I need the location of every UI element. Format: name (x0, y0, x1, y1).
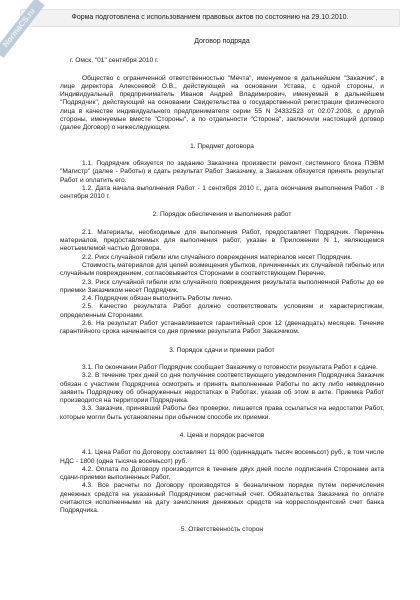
legal-notice-banner: Форма подготовлена с использованием правовых актов по состоянию на 29.10.2010. (20, 9, 400, 27)
clause-4-1: 4.1. Цена Работ по Договору составляет 11 800 (одиннадцать тысяч восемьсот) руб., в том числе НДС - 1800 (одна тысяча восемьсот) руб. (60, 449, 384, 465)
clause-1-1: 1.1. Подрядчик обязуется по заданию Заказчика произвести ремонт системного блока ПЭВМ "Магистр" (далее - Работы) и сдать результат Работ Заказчику, а Заказчик обязуется принять результат Работ и оплатить его. (60, 159, 384, 184)
clause-2-5: 2.5. Качество результата Работ должно соответствовать условиям и характеристикам, определенным Сторонами. (60, 303, 384, 319)
intro-paragraph: Общество с ограниченной ответственностью "Мечта", именуемое в дальнейшем "Заказчик", в лице директора Алексеевой О.В., действующей на основании Устава, с одной стороны, и Индивидуальный предприниматель Иванов Андрей Владимирович, именуемый в дальнейшем "Подрядчик", действующий на основании Свидетельства о государственной регистрации физического лица в качестве индивидуального предпринимателя серии 55 N 24332523 от 02.07.2008, с другой стороны, именуемые вместе "Стороны", а по отдельности "Сторона", заключили настоящий договор (далее Договор) о нижеследующем. (60, 74, 384, 132)
section-3-title: 3. Порядок сдачи и приемки работ (169, 346, 275, 354)
clause-2-3: 2.3. Риск случайной гибели или случайного повреждения результата выполненной Работы до ее приемки Заказчиком несет Подрядчик. (60, 278, 384, 294)
clause-4-3: 4.3. Все расчеты по Договору производятся в безналичном порядке путем перечисления денежных средств на указанный Подрядчиком расчетный счет. Обязательства Заказчика по оплате считаются исполненными на дату зачисления денежных средств на корреспондентский счет банка Подрядчика. (60, 482, 384, 515)
watermark: NormaCS.ru (0, 0, 45, 58)
section-5-title: 5. Ответственность сторон (180, 525, 264, 533)
section-4-title: 4. Цена и порядок расчетов (179, 431, 265, 439)
clause-3-1: 3.1. По окончании Работ Подрядчик сообщает Заказчику о готовности результата Работ к сдаче. (82, 363, 378, 371)
clause-1-2: 1.2. Дата начала выполнения Работ - 1 сентября 2010 г., дата окончания выполнения Работ - 8 сентября 2010 г. (60, 184, 384, 201)
clause-3-2: 3.2. В течение трех дней со дня получения соответствующего уведомления Подрядчика Заказчик обязан с участием Подрядчика осмотреть и принять выполненные Работы по акту либо немедленно заявить Подрядчику об обнаруженных недостатках в Работах, указав об этом в акте. Приемка Работ производится на территории Подрядчика. (60, 372, 384, 405)
section-1-title: 1. Предмет договора (190, 142, 254, 150)
document-title: Договор подряда (194, 38, 250, 45)
city-date: г. Омск, "01" сентября 2010 г. (70, 57, 159, 65)
clause-2-2-cont: Стоимость материалов для целей возмещения убытков, причиненных их случайной гибелью или случайным повреждением, согласовывается Сторонами в соответствующем Перечне. (60, 261, 384, 278)
clause-2-4: 2.4. Подрядчик обязан выполнить Работы лично. (82, 295, 233, 303)
clause-2-1: 2.1. Материалы, необходимые для выполнения Работ, предоставляет Подрядчик. Перечень материалов, предоставляемых для выполнения работ, указан в Приложении N 1, являющемся неотъемлемой частью Договора. (60, 228, 384, 253)
contract-body (60, 38, 384, 543)
clause-2-2: 2.2. Риск случайной гибели или случайного повреждения материалов несет Подрядчик. (82, 253, 353, 261)
clause-4-2: 4.2. Оплата по Договору производится в течение двух дней после подписания Сторонами акта сдачи-приемки выполненных Работ. (60, 465, 384, 482)
clause-2-6: 2.6. На результат Работ устанавливается гарантийный срок 12 (двенадцать) месяцев. Течение гарантийного срока начинается со дня приемки результата Работ Заказчиком. (60, 320, 384, 336)
section-2-title: 2. Порядок обеспечения и выполнения работ (152, 211, 292, 219)
clause-3-3: 3.3. Заказчик, принявший Работы без проверки, лишается права ссылаться на недостатки Работ, которые могли быть установлены при обычном способе их приемки. (60, 405, 384, 421)
